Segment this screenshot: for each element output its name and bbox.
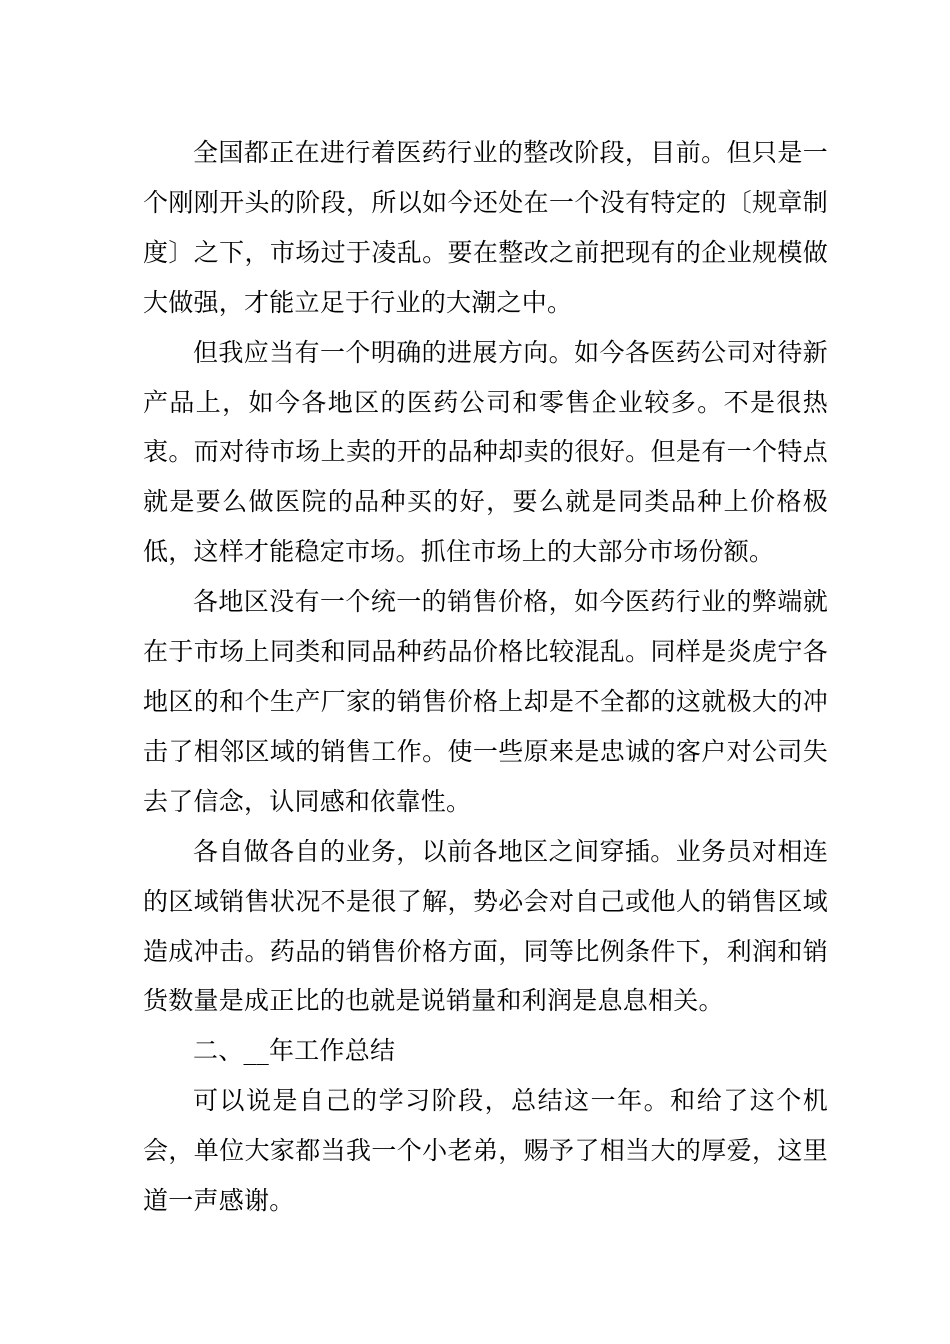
section-heading-annual-summary: 二、__年工作总结 bbox=[193, 1036, 396, 1066]
paragraph-sales-regions: 各自做各自的业务，以前各地区之间穿插。业务员对相连的区域销售状况不是很了解，势必会对自己或他人的销售区域造成冲击。药品的销售价格方面，同等比例条件下，利润和销货数量是成正比的也就是说销量和利润是息息相关。 bbox=[143, 836, 828, 1016]
paragraph-industry-reform: 全国都正在进行着医药行业的整改阶段，目前。但只是一个刚刚开头的阶段，所以如今还处在一个没有特定的〔规章制度〕之下，市场过于凌乱。要在整改之前把现有的企业规模做大做强，才能立足于行业的大潮之中。 bbox=[143, 138, 828, 317]
document-body bbox=[143, 128, 828, 1226]
paragraph-learning-stage: 可以说是自己的学习阶段，总结这一年。和给了这个机会，单位大家都当我一个小老弟，赐予了相当大的厚爱，这里道一声感谢。 bbox=[143, 1086, 828, 1216]
paragraph-pricing-issues: 各地区没有一个统一的销售价格，如今医药行业的弊端就在于市场上同类和同品种药品价格比较混乱。同样是炎虎宁各地区的和个生产厂家的销售价格上却是不全都的这就极大的冲击了相邻区域的销售工作。使一些原来是忠诚的客户对公司失去了信念，认同感和依靠性。 bbox=[143, 587, 828, 816]
paragraph-development-direction: 但我应当有一个明确的进展方向。如今各医药公司对待新产品上，如今各地区的医药公司和零售企业较多。不是很热衷。而对待市场上卖的开的品种却卖的很好。但是有一个特点就是要么做医院的品种买的好，要么就是同类品种上价格极低，这样才能稳定市场。抓住市场上的大部分市场份额。 bbox=[143, 337, 828, 567]
